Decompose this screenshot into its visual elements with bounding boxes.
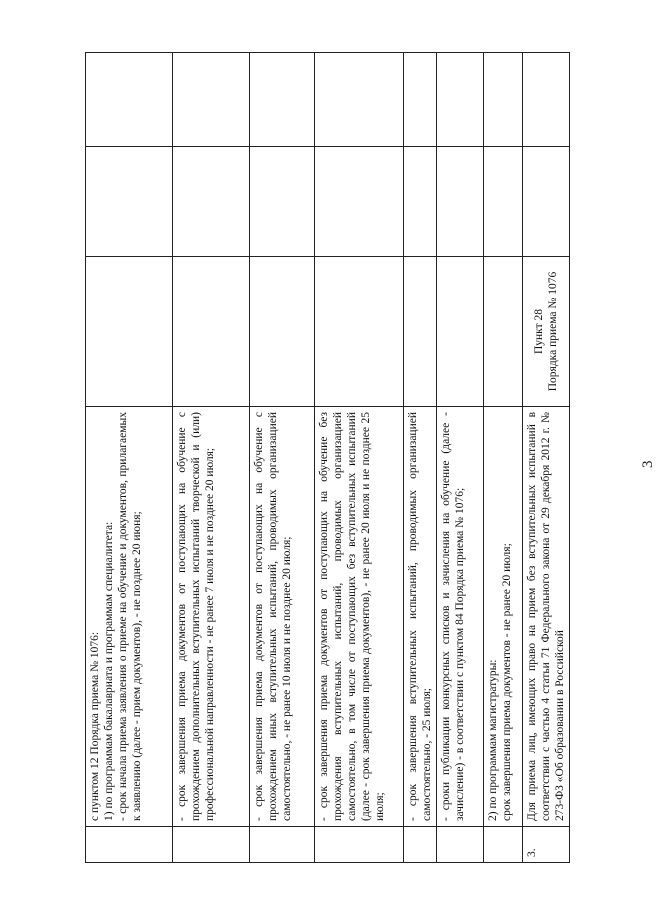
row-text-cell: - срок завершения приема документов от поступающих на обучение с прохождением дополнительных вступительных испытаний творческой и (или) профессиональной направленности - не ранее 7 июля и не позднее 20 июля;	[173, 407, 250, 827]
row-empty-cell	[86, 147, 173, 257]
row-empty-cell	[523, 147, 570, 257]
row-text-cell: - срок завершения приема документов от поступающих на обучение без прохождения вступительных испытаний, проводимых организацией самостоятельно, в том числе от поступающих без вступительных испытаний (далее - срок завершения приема документов), - не ранее 20 июля и не позднее 25 июля;	[315, 407, 404, 827]
row-empty-cell	[523, 53, 570, 147]
row-reference-cell	[404, 257, 437, 407]
row-number-cell	[86, 827, 173, 863]
row-number-cell: 3.	[523, 827, 570, 863]
row-text-cell: Для приема лиц, имеющих право на прием без вступительных испытаний в соответствии с частью 4 статьи 71 Федерального закона от 29 декабря 2012 г. № 273-ФЗ «Об образовании в Российской	[523, 407, 570, 827]
rotated-page	[85, 53, 656, 863]
row-empty-cell	[86, 53, 173, 147]
row-empty-cell	[404, 53, 437, 147]
row-text-cell: 2) по программам магистратуры: срок завершения приема документов - не ранее 20 июля;	[484, 407, 523, 827]
row-text-cell: - сроки публикации конкурсных списков и зачисления на обучение (далее - зачисление) - в соответствии с пунктом 84 Порядка приема № 1076;	[437, 407, 484, 827]
table-row	[523, 53, 570, 863]
table-row	[484, 53, 523, 863]
row-empty-cell	[250, 147, 315, 257]
row-reference-cell	[86, 257, 173, 407]
page-number: 3	[640, 460, 656, 468]
row-empty-cell	[315, 53, 404, 147]
row-reference-cell	[315, 257, 404, 407]
row-number-cell	[484, 827, 523, 863]
table-row	[173, 53, 250, 863]
table-row	[437, 53, 484, 863]
table-row	[404, 53, 437, 863]
row-empty-cell	[404, 147, 437, 257]
row-number-cell	[315, 827, 404, 863]
row-reference-cell: Пункт 28 Порядка приема № 1076	[523, 257, 570, 407]
row-empty-cell	[173, 147, 250, 257]
row-number-cell	[173, 827, 250, 863]
row-text-cell: с пунктом 12 Порядка приема № 1076: 1) по программам бакалавриата и программам специалитета: - срок начала приема заявления о приеме на обучение и документов, прилагаемых к заявлению (далее - прием документов), - не позднее 20 июня;	[86, 407, 173, 827]
row-text-cell: - срок завершения приема документов от поступающих на обучение с прохождением иных вступительных испытаний, проводимых организацией самостоятельно, - не ранее 10 июля и не позднее 20 июля;	[250, 407, 315, 827]
row-empty-cell	[437, 147, 484, 257]
row-number-cell	[404, 827, 437, 863]
row-empty-cell	[484, 53, 523, 147]
row-number-cell	[250, 827, 315, 863]
row-reference-cell	[437, 257, 484, 407]
row-empty-cell	[173, 53, 250, 147]
row-number-cell	[437, 827, 484, 863]
row-reference-cell	[250, 257, 315, 407]
row-empty-cell	[484, 147, 523, 257]
table-row	[250, 53, 315, 863]
row-empty-cell	[315, 147, 404, 257]
table-row	[315, 53, 404, 863]
requirements-table	[85, 52, 570, 863]
table-row	[86, 53, 173, 863]
row-text-cell: - срок завершения вступительных испытаний, проводимых организацией самостоятельно, - 25 июля;	[404, 407, 437, 827]
row-empty-cell	[250, 53, 315, 147]
row-reference-cell	[484, 257, 523, 407]
row-empty-cell	[437, 53, 484, 147]
row-reference-cell	[173, 257, 250, 407]
